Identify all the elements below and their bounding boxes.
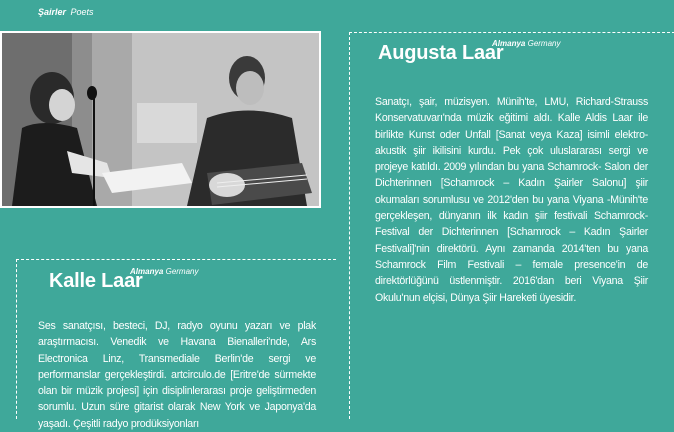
augusta-country-tr: Almanya <box>492 39 526 48</box>
augusta-bio <box>375 94 648 306</box>
augusta-bio-text: Sanatçı, şair, müzisyen. Münih'te, LMU, Richard-Strauss Konservatuvarı'nda müzik eğitimi aldı. Kalle Aldis Laar ile birlikte Kunst oder Unfall [Sanat veya Kaza] isimli elektro-akustik şiir ikilisini kurdu. Pek çok uluslararası sergi ve projeye katıldı. 2009 yılından bu yana Schamrock- Salon der Dichterinnen [Schamrock – Kadın Şairler Salonu] şiir okumaları sorumlusu ve 2012'den bu yana Viyana -Münih'te gerçekleşen, dünyanın ilk kadın şiir festivali Schamrock-Festival der Dichterinnen [Schamrock – Kadın Şairler Festivali]'nin direktörü. Aynı zamanda 2014'ten bu yana Schamrock Film Festivali – female presence'in de direktörlüğünü üstlenmiştir. 2016'dan beri Viyana Şiir Okulu'nun elçisi, Dünya Şiir Hareketi üyesidir. <box>375 96 648 304</box>
kalle-bio <box>38 318 316 432</box>
kalle-country-en: Germany <box>165 267 199 276</box>
section-label <box>38 6 94 18</box>
kalle-bio-text: Ses sanatçısı, besteci, DJ, radyo oyunu yazarı ve plak araştırmacısı. Venedik ve Havana Bienalleri'nde, Ars Electronica Linz, Transmediale Berlin'de sergi ve performanslar gerçekleştirdi. artcirculo.de [Eritre'de sürmekte olan bir müzik projesi] için disiplinlerarası proje geliştirmeden sorumlu. Uzun süre gitarist olarak New York ve Japonya'da yaşadı. Çeşitli radyo prodüksiyonları <box>38 320 316 430</box>
augusta-country <box>492 39 561 49</box>
poets-photo <box>0 31 321 208</box>
section-label-tr: Şairler <box>38 7 67 17</box>
kalle-name: Kalle Laar <box>49 270 143 292</box>
augusta-country-en: Germany <box>527 39 561 48</box>
augusta-name: Augusta Laar <box>378 42 504 64</box>
section-label-en: Poets <box>70 7 94 17</box>
photo-image <box>2 33 319 206</box>
kalle-country-tr: Almanya <box>130 267 164 276</box>
kalle-country <box>130 267 199 277</box>
